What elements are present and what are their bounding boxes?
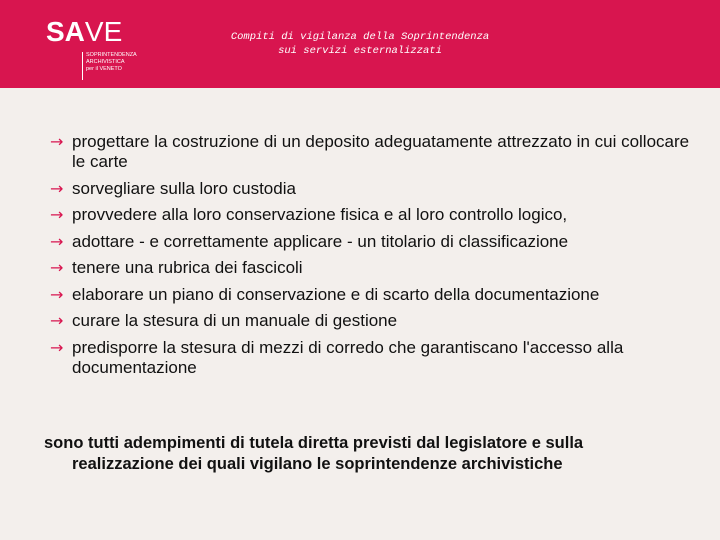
header-bar xyxy=(0,0,720,88)
list-item-text: sorvegliare sulla loro custodia xyxy=(72,178,296,198)
arrow-right-icon: → xyxy=(50,311,64,330)
logo-mark xyxy=(46,16,122,48)
list-item xyxy=(44,258,694,278)
arrow-right-icon: → xyxy=(50,205,64,224)
logo-subtitle-line: ARCHIVISTICA xyxy=(86,59,125,65)
arrow-right-icon: → xyxy=(50,258,64,277)
list-item xyxy=(44,285,694,305)
list-item xyxy=(44,179,694,199)
list-item-text: provvedere alla loro conservazione fisica e al loro controllo logico, xyxy=(72,205,568,224)
logo-mark-bold: SA xyxy=(46,16,85,47)
logo-divider xyxy=(82,52,83,80)
logo-mark-light: VE xyxy=(84,16,123,47)
list-item xyxy=(44,132,694,172)
list-item-text: tenere una rubrica dei fascicoli xyxy=(72,258,303,277)
slide-title-line: Compiti di vigilanza della Soprintendenza xyxy=(230,31,490,43)
list-item xyxy=(44,232,694,252)
list-item-text: progettare la costruzione di un deposito adeguatamente attrezzato in cui collocare le carte xyxy=(72,132,690,171)
arrow-right-icon: → xyxy=(50,284,64,304)
duties-list xyxy=(44,132,694,384)
list-item-text: elaborare un piano di conservazione e di scarto della documentazione xyxy=(72,284,600,304)
list-item-text: predisporre la stesura di mezzi di corredo che garantiscano l'accesso alla documentazione xyxy=(72,337,624,377)
logo-subtitle xyxy=(86,52,137,73)
list-item xyxy=(44,311,694,331)
logo-subtitle-line: per il VENETO xyxy=(86,66,122,72)
conclusion-text: sono tutti adempimenti di tutela diretta previsti dal legislatore e sulla realizzazione dei quali vigilano le soprintendenze archivistiche xyxy=(44,434,584,473)
list-item xyxy=(44,338,694,378)
slide-title xyxy=(190,30,530,58)
list-item xyxy=(44,205,694,225)
list-item-text: curare la stesura di un manuale di gestione xyxy=(72,311,398,330)
arrow-right-icon: → xyxy=(50,132,64,151)
arrow-right-icon: → xyxy=(50,337,64,357)
slide-title-line: sui servizi esternalizzati xyxy=(278,45,442,57)
arrow-right-icon: → xyxy=(50,178,64,198)
save-logo xyxy=(46,14,156,80)
logo-subtitle-line: SOPRINTENDENZA xyxy=(86,52,137,58)
arrow-right-icon: → xyxy=(50,231,64,251)
list-item-text: adottare - e correttamente applicare - un titolario di classificazione xyxy=(72,231,569,251)
